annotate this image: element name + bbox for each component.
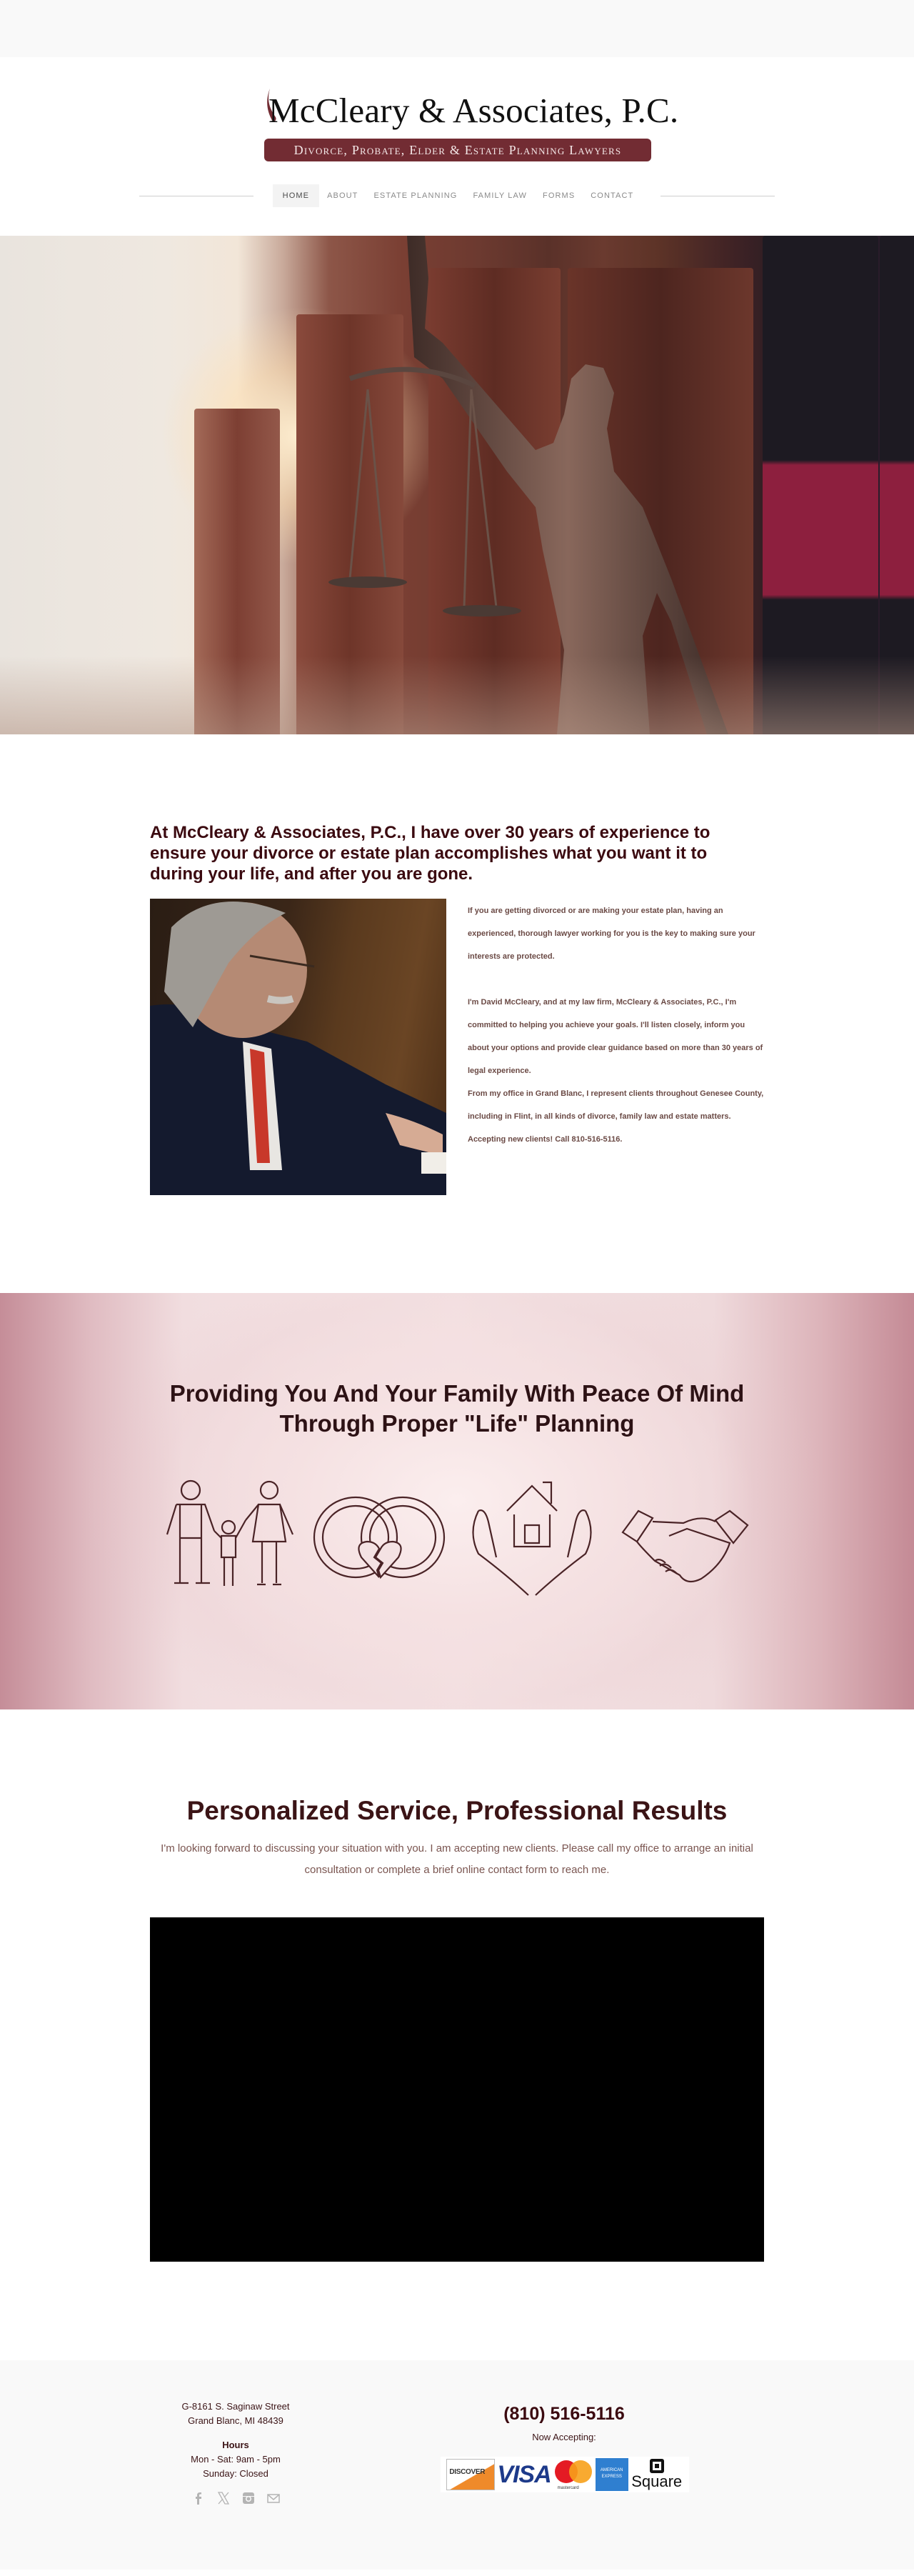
facebook-icon[interactable] xyxy=(191,2491,206,2505)
banner-title-line1: Providing You And Your Family With Peace Of Mind xyxy=(169,1380,745,1407)
top-bar xyxy=(0,0,914,57)
hours-sunday: Sunday: Closed xyxy=(203,2468,268,2479)
footer-phone-payments xyxy=(428,2403,700,2492)
amex-line1: AMERICAN xyxy=(600,2468,623,2472)
address-line1: G-8161 S. Saginaw Street xyxy=(181,2401,290,2412)
nav-item-home[interactable]: HOME xyxy=(273,184,319,207)
hours-weekday: Mon - Sat: 9am - 5pm xyxy=(191,2454,281,2465)
personalized-title: Personalized Service, Professional Results xyxy=(186,1796,728,1825)
logo-tagline: Divorce, Probate, Elder & Estate Planning Lawyers xyxy=(264,139,651,161)
family-icon xyxy=(159,1477,298,1588)
main-nav xyxy=(0,184,914,207)
nav-item-family-law[interactable]: FAMILY LAW xyxy=(473,191,528,200)
site-header xyxy=(0,57,914,236)
accepting-label: Now Accepting: xyxy=(532,2432,596,2442)
intro-text xyxy=(468,899,764,1195)
personalized-service-section xyxy=(0,1709,914,2360)
hero-image xyxy=(0,236,914,734)
nav-item-about[interactable]: ABOUT xyxy=(327,191,358,200)
intro-paragraph: I'm David McCleary, and at my law firm, McCleary & Associates, P.C., I'm committed to helping you achieve your goals. I'll listen closely, inform you about your options and provide clear guidance based on more than 30 years of legal experience. xyxy=(468,998,763,1075)
nav-item-contact[interactable]: CONTACT xyxy=(591,191,634,200)
amex-card-icon xyxy=(596,2458,628,2491)
square-icon xyxy=(631,2459,683,2490)
portrait-illustration xyxy=(150,899,446,1195)
personalized-text: I'm looking forward to discussing your situation with you. I am accepting new clients. Please call my office to arrange an initial consultation or complete a brief online contact form to reach me. xyxy=(161,1842,753,1876)
handshake-icon xyxy=(616,1507,755,1589)
visa-card-icon: VISA xyxy=(497,2460,551,2488)
amex-line2: EXPRESS xyxy=(601,2475,622,2479)
intro-paragraph: From my office in Grand Blanc, I represent clients throughout Genesee County, including in Flint, in all kinds of divorce, family law and estate matters. Accepting new clients! Call 810-516-5116. xyxy=(468,1089,764,1144)
nav-item-forms[interactable]: FORMS xyxy=(543,191,576,200)
payment-cards xyxy=(441,2457,689,2492)
hours-title: Hours xyxy=(222,2440,249,2450)
peace-of-mind-banner xyxy=(0,1293,914,1709)
x-icon[interactable] xyxy=(216,2491,231,2505)
logo[interactable] xyxy=(264,91,679,163)
logo-title: McCleary & Associates, P.C. xyxy=(268,91,679,130)
broken-rings-heart-icon xyxy=(311,1493,447,1582)
discover-card-icon xyxy=(446,2459,495,2490)
banner-title xyxy=(0,1379,914,1439)
mastercard-icon xyxy=(553,2459,593,2490)
attorney-portrait xyxy=(150,899,446,1195)
intro-heading: At McCleary & Associates, P.C., I have over 30 years of experience to ensure your divorce or estate plan accomplishes what you want it to during your life, and after you are gone. xyxy=(150,823,710,884)
email-icon[interactable] xyxy=(266,2491,281,2505)
mastercard-label: mastercard xyxy=(557,2486,579,2490)
shelf xyxy=(0,656,914,734)
square-label: Square xyxy=(631,2472,683,2490)
footer-contact xyxy=(164,2400,307,2505)
video-embed[interactable] xyxy=(150,1917,764,2262)
discover-label: DISCOVER xyxy=(449,2468,486,2476)
intro-section xyxy=(0,734,914,1293)
phone-link[interactable]: (810) 516-5116 xyxy=(503,2404,625,2424)
intro-paragraph: If you are getting divorced or are making your estate plan, having an experienced, thorough lawyer working for you is the key to making sure your interests are protected. xyxy=(468,907,755,961)
banner-title-line2: Through Proper "Life" Planning xyxy=(279,1410,635,1437)
site-footer xyxy=(0,2360,914,2570)
instagram-icon[interactable] xyxy=(241,2491,256,2505)
address-line2: Grand Blanc, MI 48439 xyxy=(188,2415,283,2426)
house-in-hands-icon xyxy=(464,1475,600,1597)
social-links xyxy=(164,2491,307,2505)
nav-item-estate-planning[interactable]: ESTATE PLANNING xyxy=(373,191,458,200)
